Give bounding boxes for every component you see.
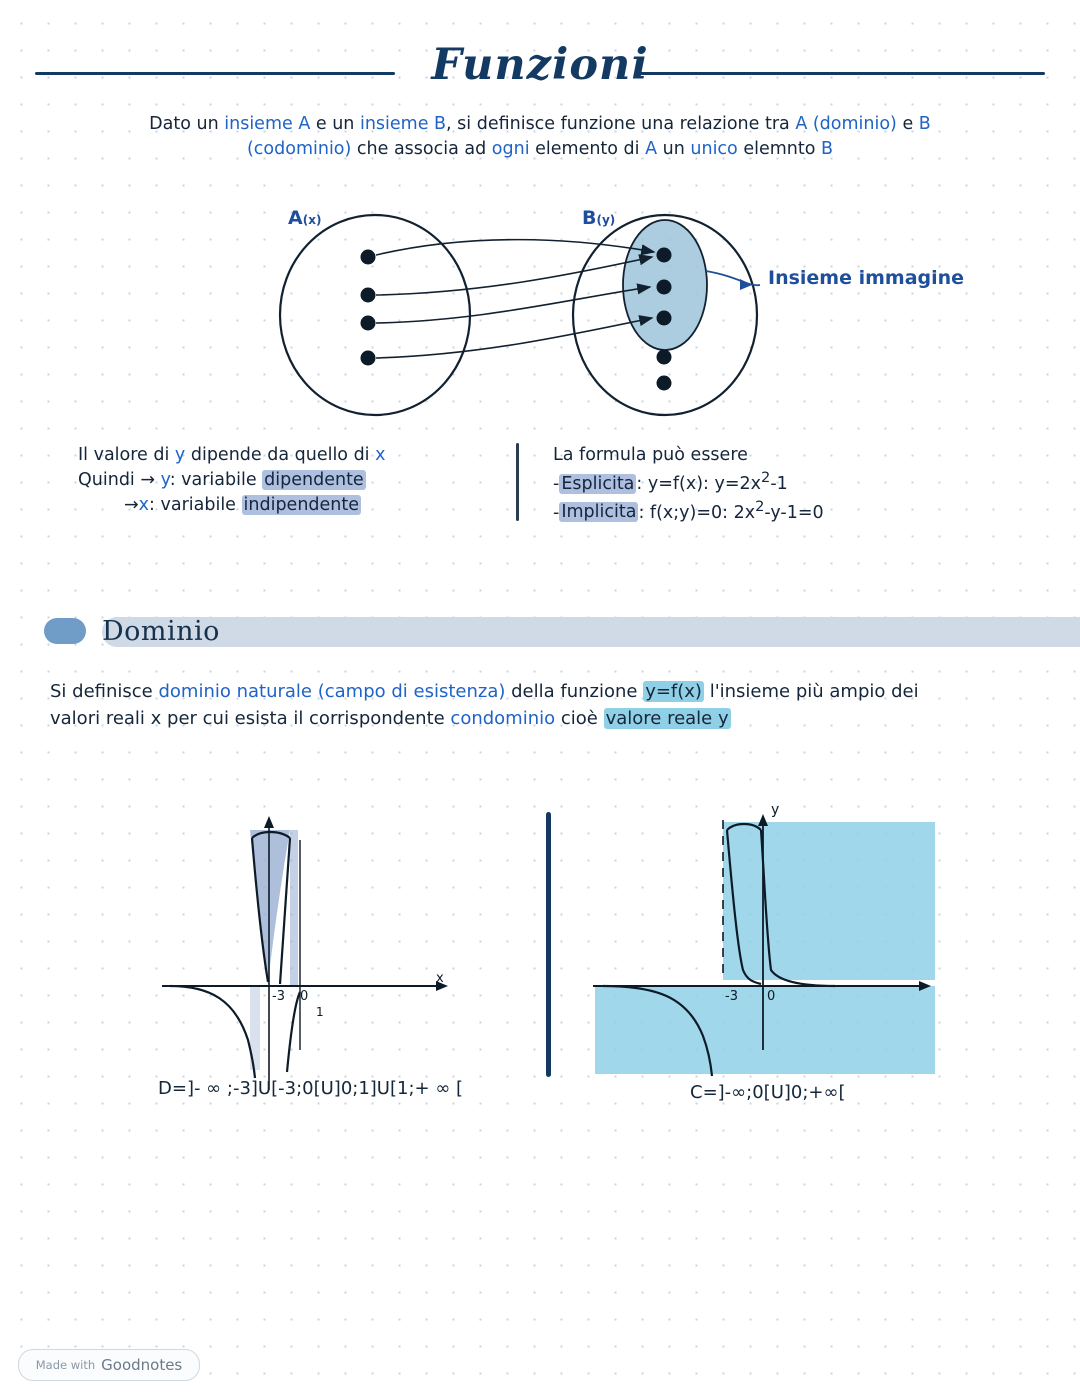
curve-branch-left <box>170 986 255 1078</box>
graph-codomain-caption: C=]-∞;0[U]0;+∞[ <box>690 1082 846 1103</box>
text: - <box>553 502 560 523</box>
asymptote-arrow <box>264 816 274 828</box>
set-b-point <box>657 376 672 391</box>
formula-line-1: La formula può essere <box>553 445 748 465</box>
formula-notes <box>553 443 973 525</box>
intro-text: un <box>657 138 691 159</box>
term-dominio-naturale: dominio naturale (campo di esistenza) <box>158 681 506 702</box>
highlight-dipendente: dipendente <box>264 469 364 490</box>
y-axis-arrow <box>758 814 768 826</box>
intro-text: e un <box>310 114 360 134</box>
column-divider <box>516 443 519 521</box>
graph-divider <box>546 812 551 1077</box>
dominio-def-line-2 <box>50 705 1025 732</box>
intro-a: A <box>645 138 658 159</box>
highlight-indipendente: indipendente <box>243 494 360 515</box>
y-axis-label: y <box>771 802 780 818</box>
mapping-diagram <box>240 195 1000 425</box>
var-x: x <box>138 494 150 515</box>
tick-label-one: 1 <box>316 1005 324 1019</box>
diagram-label-b-sub: (y) <box>596 213 616 227</box>
intro-text: e <box>896 114 919 134</box>
goodnotes-badge <box>18 1349 200 1381</box>
dependency-line-1 <box>78 443 498 468</box>
term-condominio: condominio <box>450 708 556 729</box>
section-title-dominio: Dominio <box>102 616 220 647</box>
intro-text: elemnto <box>737 138 821 159</box>
intro-ogni: ogni <box>491 138 530 159</box>
text: della funzione <box>505 681 644 702</box>
dominio-definition <box>50 678 1025 732</box>
intro-domain: A (dominio) <box>795 114 897 134</box>
page-header <box>0 40 1080 100</box>
text: - <box>553 473 560 494</box>
section-capsule <box>102 617 1080 647</box>
text: dipende da quello di <box>185 445 376 465</box>
x-axis-label: x <box>436 971 444 986</box>
graph-codomain-svg <box>575 800 965 1100</box>
graph-codomain <box>575 800 965 1100</box>
image-set-label: Insieme immagine <box>768 267 965 289</box>
intro-set-b: insieme B <box>359 114 447 134</box>
intro-line-2 <box>70 137 1010 162</box>
text: : variabile <box>149 494 242 515</box>
graph-domain-svg <box>140 800 530 1100</box>
exponent: 2 <box>761 468 771 486</box>
set-a-point <box>361 351 376 366</box>
dependency-notes <box>78 443 498 518</box>
tick-label-zero: 0 <box>767 989 776 1004</box>
var-y: y <box>174 445 186 465</box>
intro-paragraph <box>70 112 1010 162</box>
intro-codomain: (codominio) <box>246 138 352 159</box>
curve-branch-lower <box>287 992 300 1072</box>
highlight-esplicita: Esplicita <box>561 473 635 494</box>
exponent: 2 <box>755 497 765 515</box>
diagram-label-a-sub: (x) <box>302 213 322 227</box>
intro-line-1 <box>70 112 1010 137</box>
text: : f(x;y)=0: 2x <box>638 502 756 523</box>
text: : y=f(x): y=2x <box>636 473 762 494</box>
text: Si definisce <box>50 681 159 702</box>
set-b-point <box>657 280 672 295</box>
set-a-point <box>361 250 376 265</box>
formula-line-esplicita <box>553 468 973 497</box>
diagram-label-b <box>582 207 615 229</box>
formula-line-implicita <box>553 497 973 526</box>
text: Quindi <box>78 469 141 490</box>
image-set-pointer-arrow <box>740 279 752 290</box>
dependency-line-3 <box>78 493 498 518</box>
text: valori reali x per cui esista il corrispondente <box>50 708 451 729</box>
tick-label-zero: 0 <box>300 989 309 1004</box>
diagram-label-a <box>288 207 321 229</box>
codomain-shading-lower <box>595 986 935 1074</box>
intro-unico: unico <box>690 138 738 159</box>
tick-label-minus3: -3 <box>272 989 285 1004</box>
section-bullet <box>44 618 86 644</box>
var-x: x <box>375 445 386 465</box>
graph-domain <box>140 800 530 1100</box>
intro-text: che associa ad <box>351 138 492 159</box>
intro-text: elemento di <box>529 138 646 159</box>
dominio-def-line-1 <box>50 678 1025 705</box>
diagram-label-b-text: B <box>582 207 597 229</box>
goodnotes-made-with: Made with <box>35 1358 96 1372</box>
arrow-icon: → <box>140 469 161 490</box>
set-a-ellipse <box>280 215 470 415</box>
arrow-icon: → <box>124 494 139 515</box>
text: l'insieme più ampio dei <box>703 681 919 702</box>
intro-set-a: insieme A <box>224 114 311 134</box>
graph-domain-caption: D=]- ∞ ;-3]U[-3;0[U]0;1]U[1;+ ∞ [ <box>158 1078 464 1099</box>
dependency-line-2 <box>78 468 498 493</box>
domain-shading <box>268 830 290 983</box>
text: cioè <box>555 708 604 729</box>
intro-text: Dato un <box>149 114 225 134</box>
set-b-point <box>657 248 672 263</box>
intro-b: B <box>918 114 931 134</box>
intro-b2: B <box>821 138 834 159</box>
text: -1 <box>770 473 788 494</box>
set-b-point <box>657 311 672 326</box>
text: Il valore di <box>78 445 175 465</box>
set-a-point <box>361 288 376 303</box>
tick-label-minus3: -3 <box>725 989 738 1004</box>
codomain-shading-upper <box>723 822 935 980</box>
text: -y-1=0 <box>764 502 824 523</box>
domain-shading <box>290 830 298 985</box>
diagram-label-a-text: A <box>288 207 303 229</box>
text: : variabile <box>169 469 263 490</box>
intro-text: , si definisce funzione una relazione tra <box>446 114 796 134</box>
mapping-arrow <box>376 287 650 323</box>
mapping-arrow <box>376 257 652 295</box>
highlight-valore-reale-y: valore reale y <box>605 708 729 729</box>
var-y: y <box>160 469 170 490</box>
page-title: Funzioni <box>431 40 649 90</box>
highlight-yfx: y=f(x) <box>645 681 702 702</box>
set-b-point <box>657 350 672 365</box>
mapping-diagram-svg <box>240 195 1000 425</box>
highlight-implicita: Implicita <box>561 502 637 523</box>
mapping-arrow <box>376 240 654 255</box>
section-header-dominio <box>44 616 1080 650</box>
goodnotes-app-name: Goodnotes <box>101 1356 183 1374</box>
mapping-arrow <box>376 318 652 358</box>
set-a-point <box>361 316 376 331</box>
